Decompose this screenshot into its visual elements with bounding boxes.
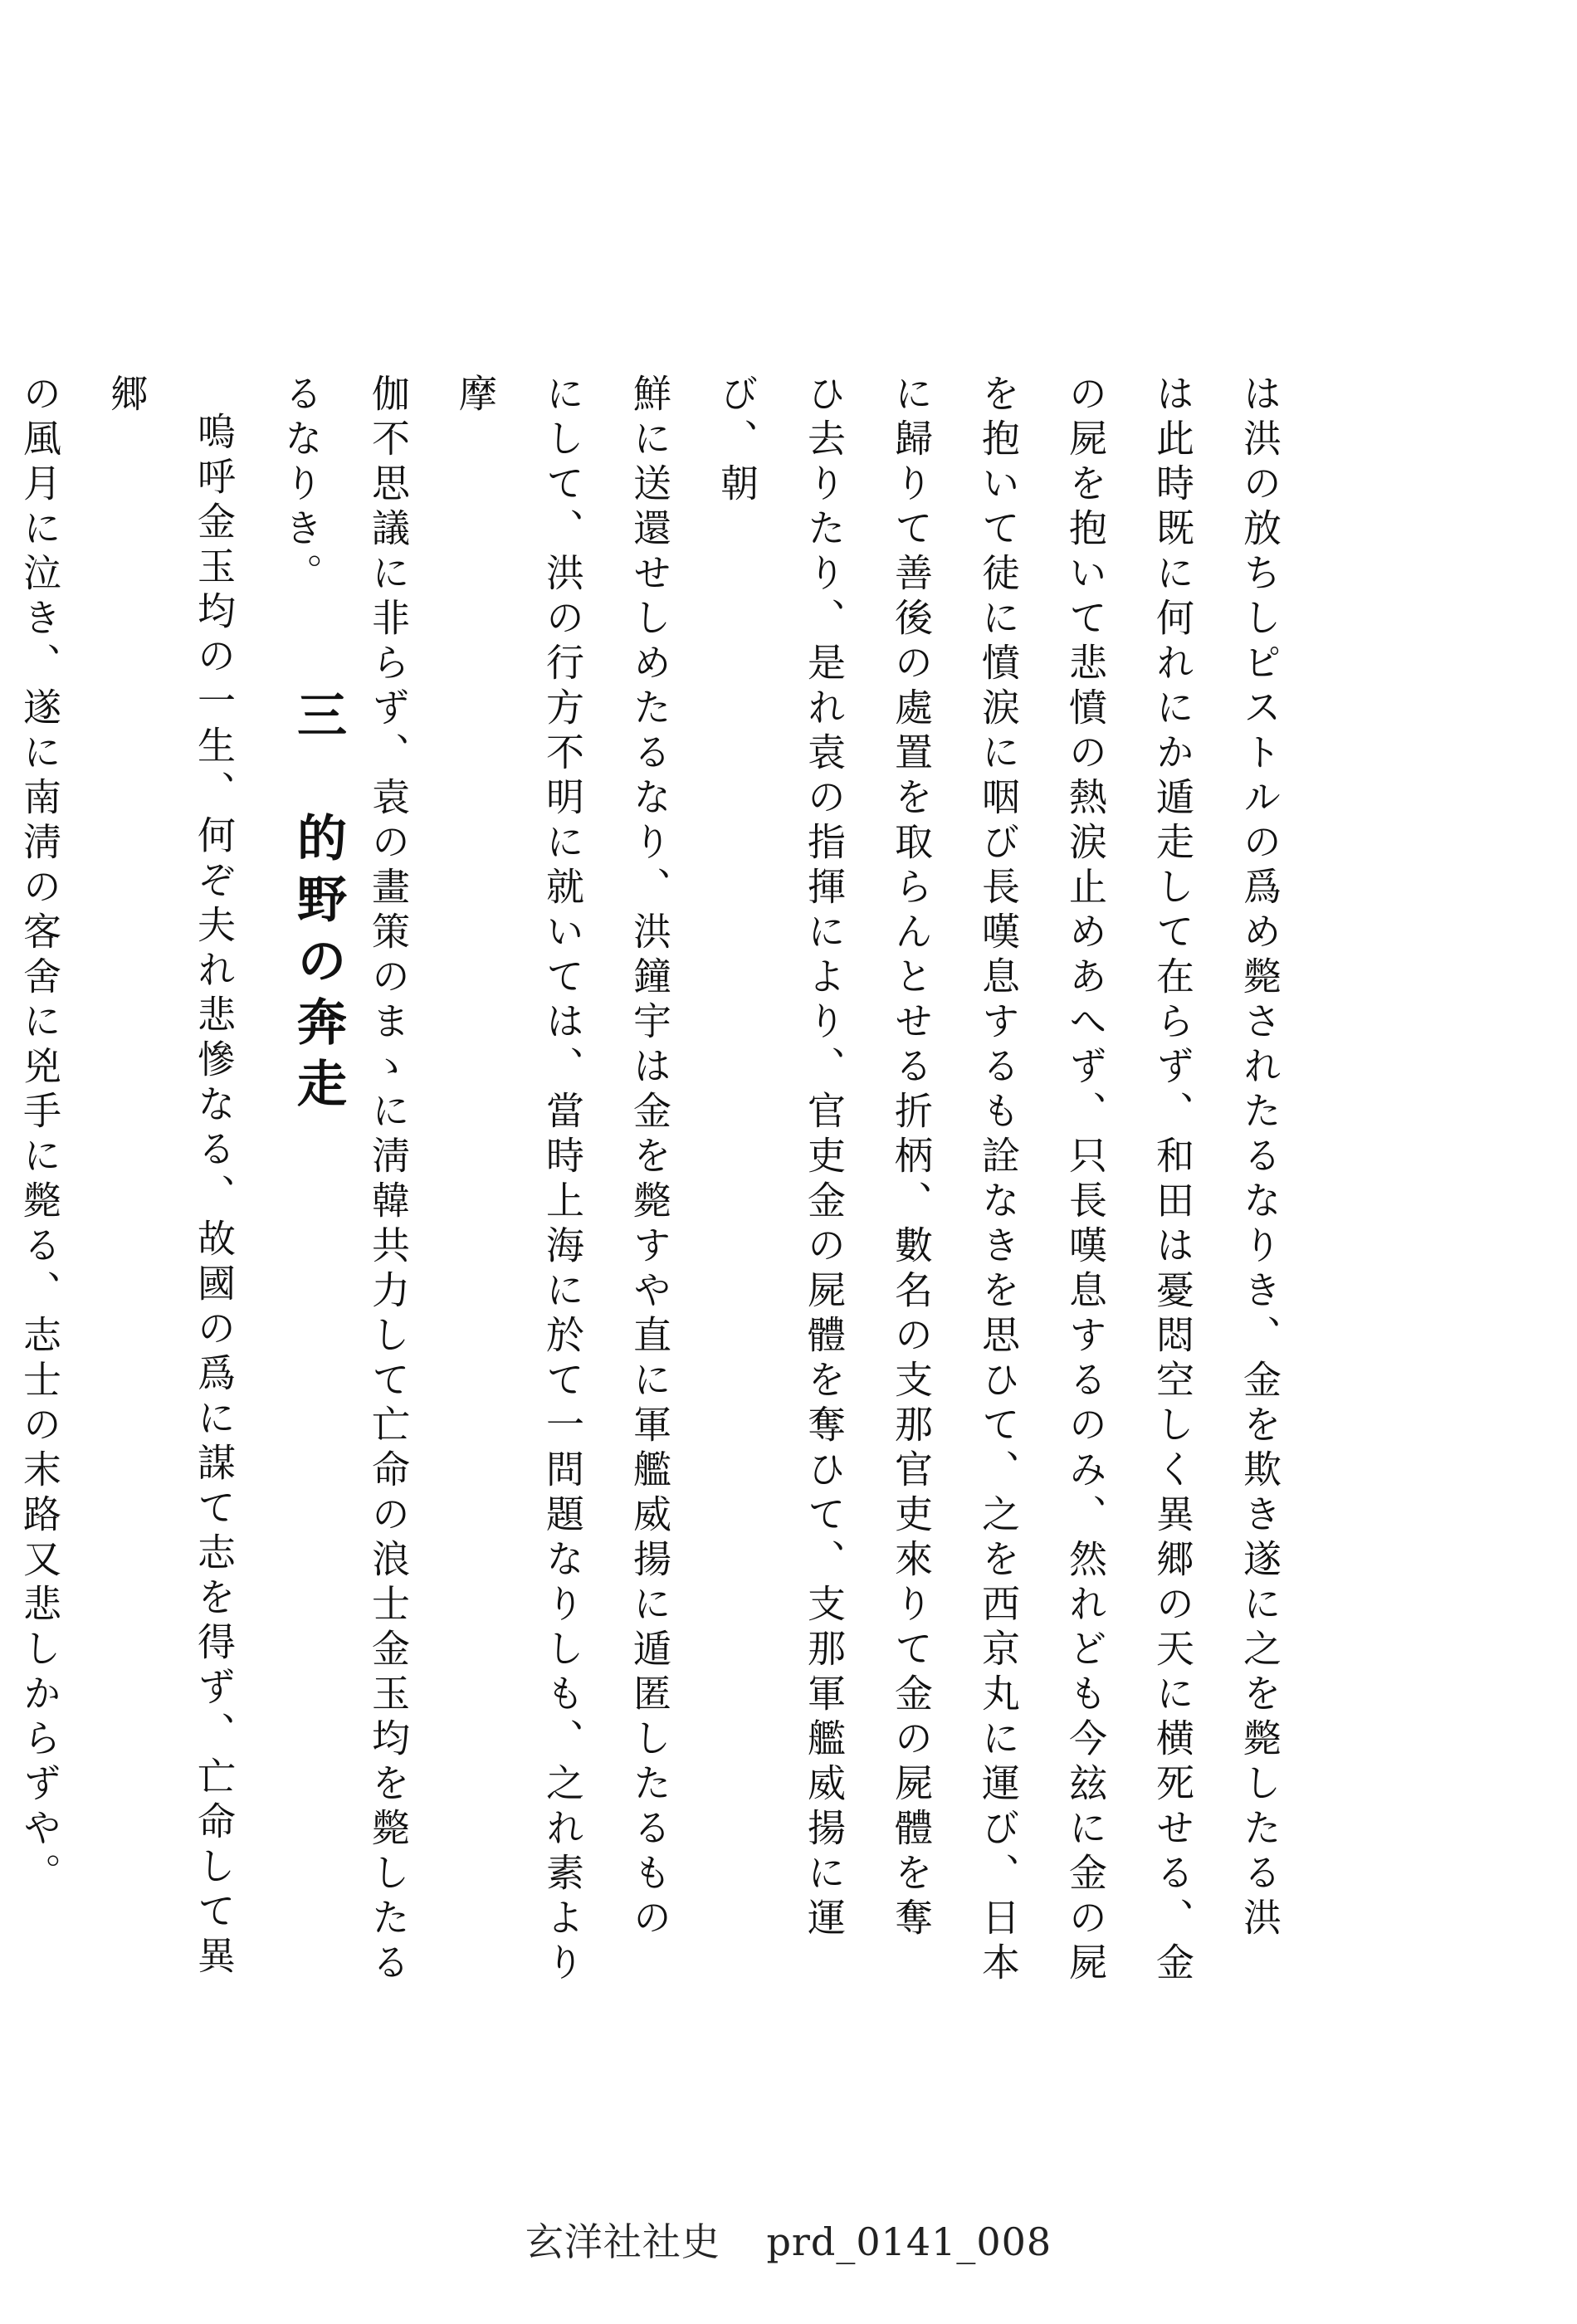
paragraph: にして、洪の行方不明に就いては、當時上海に於て一問題なりしも、之れ素より摩 bbox=[453, 374, 585, 1987]
paragraph: るなりき。 bbox=[279, 374, 324, 598]
paragraph: を抱いて徒に憤涙に咽び長嘆息するも詮なきを思ひて、之を西京丸に運び、日本 bbox=[976, 374, 1021, 1987]
paragraph: に歸りて善後の處置を取らんとせる折柄、數名の支那官吏來りて金の屍體を奪 bbox=[889, 374, 934, 1942]
paragraph: 鮮に送還せしめたるなり、洪鐘宇は金を斃すや直に軍艦威揚に遁匿したるもの bbox=[627, 374, 672, 1942]
footer-caption bbox=[0, 2212, 1577, 2267]
footer-title: 玄洋社社史 bbox=[525, 2219, 720, 2264]
section-heading: 三 的野の奔走 bbox=[289, 689, 347, 1119]
paragraph: は此時既に何れにか遁走して在らず、和田は憂悶空しく異郷の天に横死せる、金 bbox=[1150, 374, 1195, 1987]
paragraph: の屍を抱いて悲憤の熱涙止めあへず、只長嘆息するのみ、然れども今玆に金の屍 bbox=[1063, 374, 1108, 1987]
footer-page-id: prd_0141_008 bbox=[766, 2219, 1052, 2264]
paragraph: 嗚呼金玉均の一生、何ぞ夫れ悲慘なる、故國の爲に謀て志を得ず、亡命して異郷 bbox=[105, 374, 237, 1980]
paragraph: ひ去りたり、是れ袁の指揮により、官吏金の屍體を奪ひて、支那軍艦威揚に運び、朝 bbox=[715, 374, 847, 1942]
paragraph: の風月に泣き、遂に南淸の客舍に兇手に斃る、志士の末路又悲しからずや。 bbox=[17, 374, 62, 1897]
body-text bbox=[0, 374, 1303, 1992]
paragraph: は洪の放ちしピストルの爲め斃されたるなりき、金を欺き遂に之を斃したる洪 bbox=[1238, 374, 1282, 1942]
paragraph: 伽不思議に非らず、袁の畫策のまゝに淸韓共力して亡命の浪士金玉均を斃したる bbox=[366, 374, 411, 1987]
